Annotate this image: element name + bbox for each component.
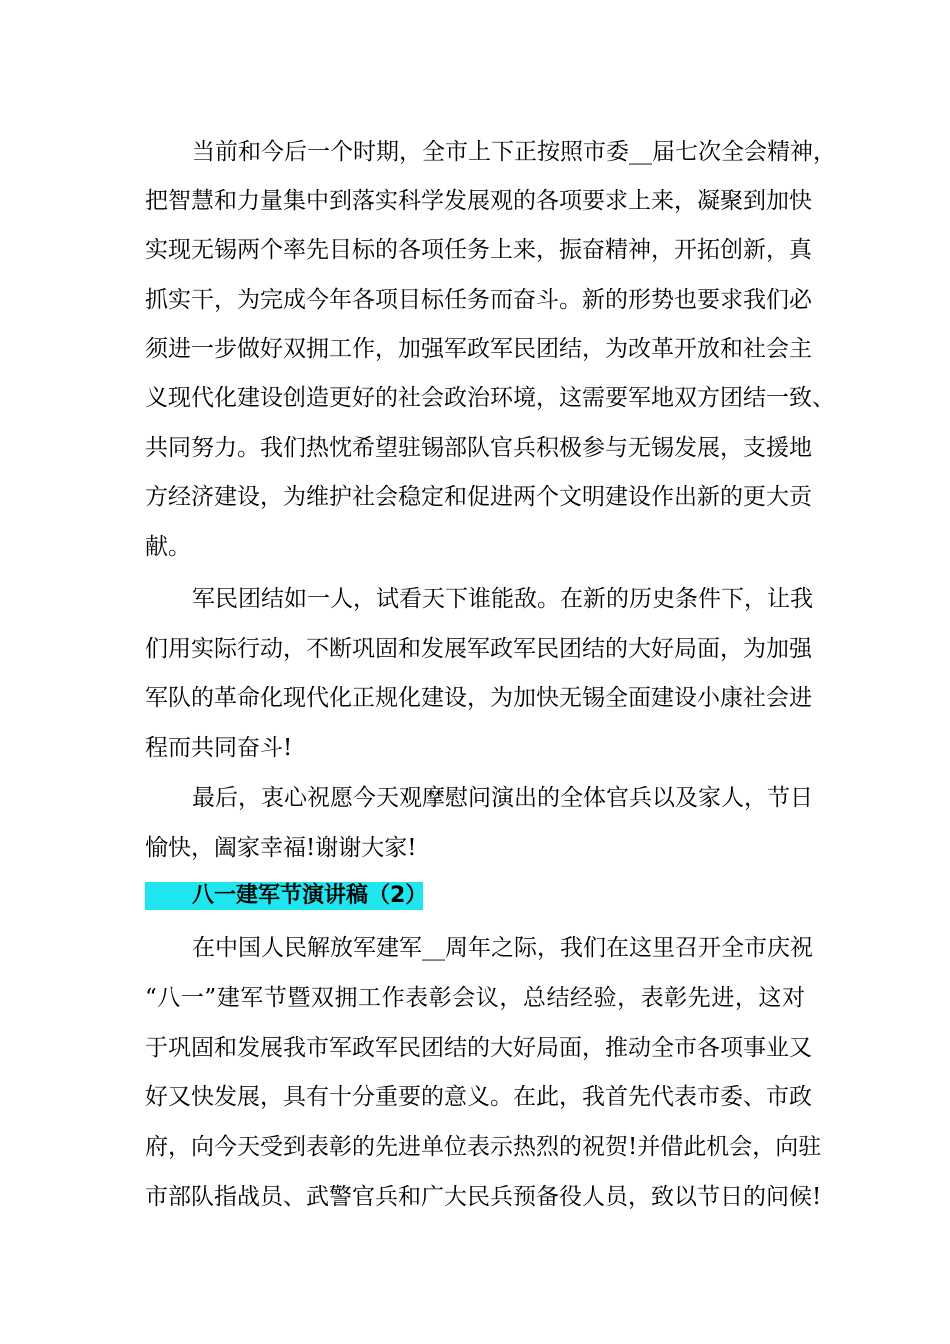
section-heading: 八一建军节演讲稿（2） xyxy=(192,883,428,908)
paragraph-line: 当前和今后一个时期，全市上下正按照市委__届七次全会精神， xyxy=(192,139,836,165)
paragraph-line: 愉快，阖家幸福!谢谢大家! xyxy=(145,835,417,861)
paragraph-line: 军队的革命化现代化正规化建设，为加快无锡全面建设小康社会进 xyxy=(145,685,812,711)
paragraph-line: 实现无锡两个率先目标的各项任务上来，振奋精神，开拓创新，真 xyxy=(145,237,812,263)
paragraph-line: 们用实际行动，不断巩固和发展军政军民团结的大好局面，为加强 xyxy=(145,636,812,662)
paragraph-line: 把智慧和力量集中到落实科学发展观的各项要求上来，凝聚到加快 xyxy=(145,188,812,214)
paragraph-line: 程而共同奋斗! xyxy=(145,735,293,761)
paragraph-line: “八一”建军节暨双拥工作表彰会议，总结经验，表彰先进，这对 xyxy=(145,985,805,1011)
paragraph-line: 献。 xyxy=(145,534,191,560)
paragraph-line: 方经济建设，为维护社会稳定和促进两个文明建设作出新的更大贡 xyxy=(145,484,812,510)
paragraph-line: 好又快发展，具有十分重要的意义。在此，我首先代表市委、市政 xyxy=(145,1084,812,1110)
paragraph-line: 抓实干，为完成今年各项目标任务而奋斗。新的形势也要求我们必 xyxy=(145,287,812,313)
paragraph-line: 义现代化建设创造更好的社会政治环境，这需要军地双方团结一致、 xyxy=(145,385,835,411)
paragraph-line: 须进一步做好双拥工作，加强军政军民团结，为改革开放和社会主 xyxy=(145,336,812,362)
section-heading-highlight xyxy=(145,882,428,910)
paragraph-line: 共同努力。我们热忱希望驻锡部队官兵积极参与无锡发展，支援地 xyxy=(145,435,812,461)
paragraph-line: 在中国人民解放军建军__周年之际，我们在这里召开全市庆祝 xyxy=(192,935,813,961)
paragraph-line: 军民团结如一人，试看天下谁能敌。在新的历史条件下，让我 xyxy=(192,586,813,612)
paragraph-line: 市部队指战员、武警官兵和广大民兵预备役人员，致以节日的问候! xyxy=(145,1184,822,1210)
paragraph-line: 府，向今天受到表彰的先进单位表示热烈的祝贺!并借此机会，向驻 xyxy=(145,1134,822,1160)
paragraph-line: 最后，衷心祝愿今天观摩慰问演出的全体官兵以及家人，节日 xyxy=(192,785,813,811)
paragraph-line: 于巩固和发展我市军政军民团结的大好局面，推动全市各项事业又 xyxy=(145,1035,812,1061)
